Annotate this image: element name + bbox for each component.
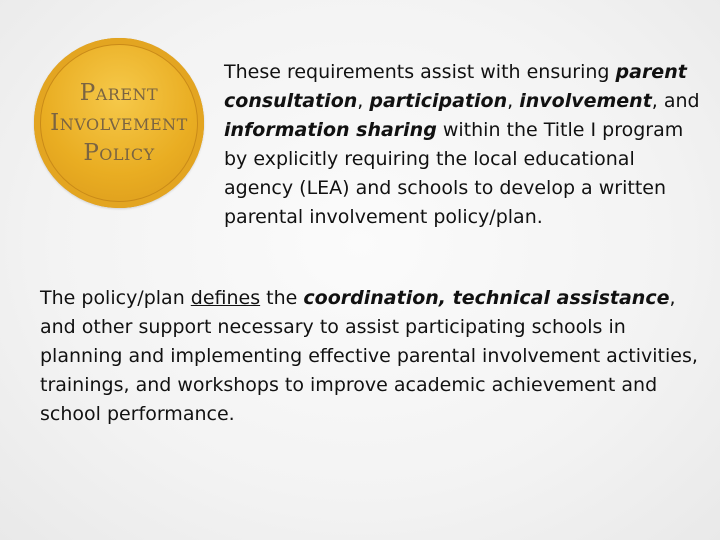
underlined-defines: defines — [190, 287, 261, 309]
body-text-2: the — [260, 287, 304, 309]
emphasis-participation: participation — [369, 90, 508, 112]
emphasis-coordination: coordination, technical assistance — [303, 287, 670, 309]
badge-line-1: Parent — [79, 80, 159, 106]
intro-text-5: within the Title I program by explicitly requiring the local educational agency (LEA) and schools to develop a written parental involvement policy/plan. — [224, 119, 684, 228]
body-text-1: The policy/plan — [40, 287, 191, 309]
badge-line-2: Involvement — [50, 110, 188, 136]
intro-text — [224, 58, 704, 232]
intro-text-3: , — [507, 90, 520, 112]
emphasis-information-sharing: information sharing — [224, 119, 437, 141]
badge-line-3: Policy — [83, 140, 155, 166]
body-text — [40, 284, 700, 429]
emphasis-parent-consultation: parent consultation — [224, 61, 687, 112]
intro-text-1: These requirements assist with ensuring — [224, 61, 616, 83]
parent-involvement-policy-badge — [34, 38, 204, 208]
body-text-3: , and other support necessary to assist participating schools in planning and implementing effective parental involvement activities, trainings, and workshops to improve academic achievement and school performance. — [40, 287, 698, 425]
emphasis-involvement: involvement — [519, 90, 652, 112]
intro-text-4: , and — [651, 90, 700, 112]
intro-text-2: , — [357, 90, 370, 112]
intro-paragraph — [224, 58, 704, 232]
policy-definition-paragraph — [40, 284, 700, 429]
